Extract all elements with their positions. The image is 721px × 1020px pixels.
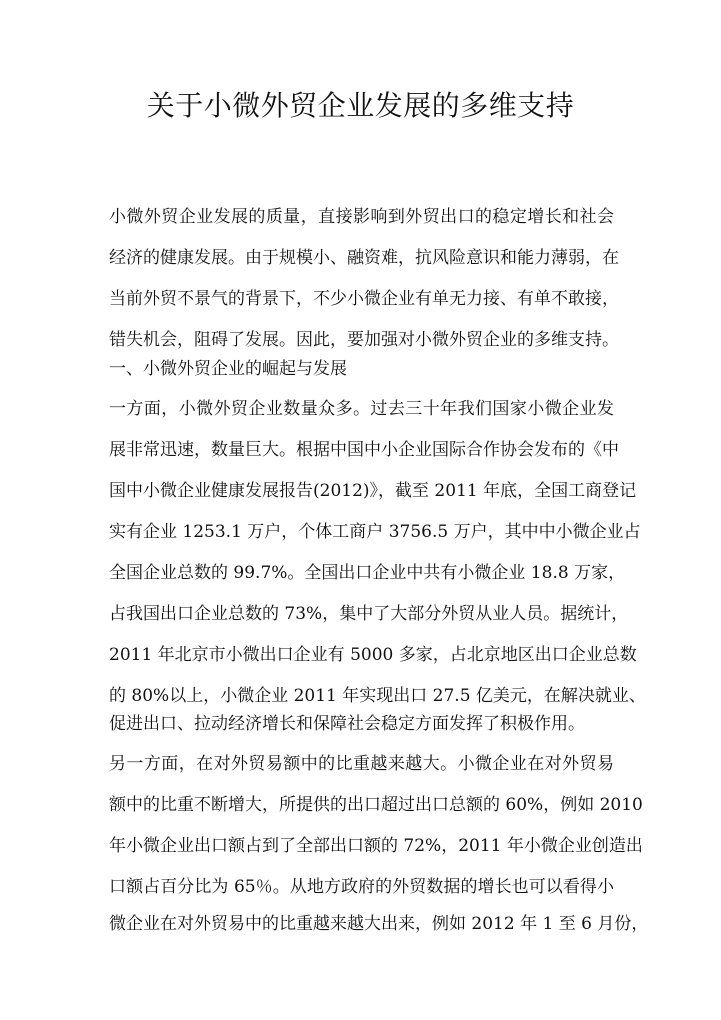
paragraph-1-line-2: 经济的健康发展。由于规模小、融资难，抗风险意识和能力薄弱，在 [109, 248, 619, 268]
document-title: 关于小微外贸企业发展的多维支持 [146, 89, 575, 122]
paragraph-3-line-5: 微企业在对外贸易中的比重越来越大出来，例如 2012 年 1 至 6 月份， [109, 914, 649, 934]
paragraph-2-line-9: 促进出口、拉动经济增长和保障社会稳定方面发挥了积极作用。 [109, 714, 585, 734]
paragraph-3-line-1: 另一方面，在对外贸易额中的比重越来越大。小微企业在对外贸易 [109, 754, 614, 774]
paragraph-3-line-4: 口额占百分比为 65％。从地方政府的外贸数据的增长也可以看得小 [109, 877, 614, 897]
paragraph-2-line-1: 一方面，小微外贸企业数量众多。过去三十年我们国家小微企业发 [109, 399, 614, 419]
paragraph-3-line-3: 年小微企业出口额占到了全部出口额的 72%，2011 年小微企业创造出 [109, 836, 643, 856]
paragraph-3-line-2: 额中的比重不断增大，所提供的出口超过出口总额的 60%，例如 2010 [109, 795, 643, 815]
paragraph-2-line-3: 国中小微企业健康发展报告(2012)》，截至 2011 年底，全国工商登记 [109, 481, 637, 501]
paragraph-1-line-3: 当前外贸不景气的背景下，不少小微企业有单无力接、有单不敢接， [109, 289, 619, 309]
paragraph-1-line-1: 小微外贸企业发展的质量，直接影响到外贸出口的稳定增长和社会 [109, 207, 614, 227]
paragraph-2-line-2: 展非常迅速，数量巨大。根据中国中小企业国际合作协会发布的《中 [109, 440, 619, 460]
section-heading-1: 一、小微外贸企业的崛起与发展 [109, 359, 347, 379]
paragraph-2-line-7: 2011 年北京市小微出口企业有 5000 多家，占北京地区出口企业总数 [109, 645, 637, 665]
paragraph-2-line-4: 实有企业 1253.1 万户，个体工商户 3756.5 万户，其中中小微企业占 [109, 522, 641, 542]
paragraph-2-line-8: 的 80%以上，小微企业 2011 年实现出口 27.5 亿美元，在解决就业、 [109, 686, 646, 706]
paragraph-2-line-5: 全国企业总数的 99.7%。全国出口企业中共有小微企业 18.8 万家， [109, 563, 626, 583]
paragraph-1-line-4: 错失机会，阻碍了发展。因此，要加强对小微外贸企业的多维支持。 [109, 330, 619, 350]
paragraph-2-line-6: 占我国出口企业总数的 73%，集中了大部分外贸从业人员。据统计， [109, 604, 629, 624]
